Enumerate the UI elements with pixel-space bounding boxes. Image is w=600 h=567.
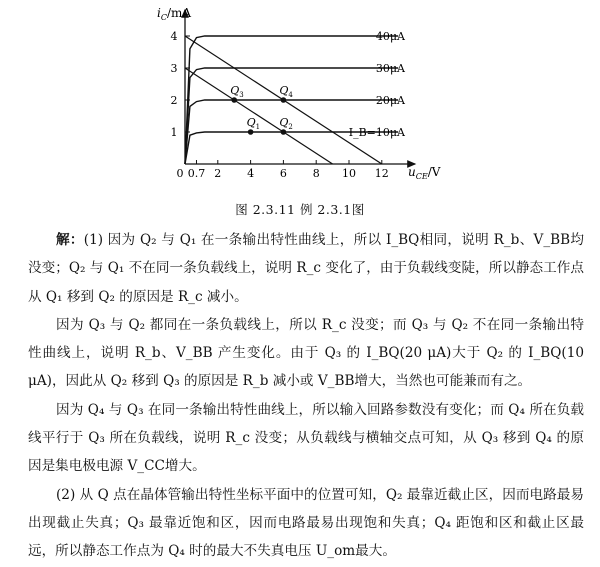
x-axis-label: $u_{CE}/V$ — [408, 165, 441, 181]
y-tick-label: 2 — [170, 94, 178, 107]
figure-caption: 图 2.3.11 例 2.3.1图 — [235, 202, 365, 217]
curve-label: 40μA — [375, 30, 405, 43]
y-axis-label: $i_C/mA$ — [157, 6, 192, 22]
x-tick-label: 0 — [176, 167, 184, 180]
axis-ticks — [171, 30, 389, 180]
x-tick-label: 4 — [247, 167, 255, 180]
output-characteristics-figure — [0, 0, 600, 200]
y-tick-label: 4 — [170, 30, 178, 43]
curve-label: 20μA — [375, 94, 405, 107]
q-point-label: $Q_1$ — [246, 116, 261, 131]
q-point — [231, 97, 237, 103]
paragraph-2: 因为 Q₃ 与 Q₂ 都同在一条负载线上，所以 R_c 没变；而 Q₃ 与 Q₂ 不在同一条输出特性曲线上，说明 R_b、V_BB 产生变化。由于 Q₃ 的 I_BQ(20 μA)大于 Q₂ 的 I_BQ(10 μA)，因此从 Q₂ 移到 Q₃ 的原因是 R_b 减小或 V_BB增大，当然也可能兼而有之。 — [28, 316, 584, 390]
q-point-label: $Q_4$ — [279, 84, 293, 99]
x-tick-label: 8 — [312, 167, 320, 180]
paragraph-1-text: (1) 因为 Q₂ 与 Q₁ 在一条输出特性曲线上，所以 I_BQ相同，说明 R_b、V_BB均没变；Q₂ 与 Q₁ 不在同一条负载线上，说明 R_c 变化了，由于负载线变陡，所以静态工作点从 Q₁ 移到 Q₂ 的原因是 R_c 减小。 — [28, 232, 584, 305]
characteristic-curve — [185, 68, 398, 164]
y-tick-label: 1 — [170, 126, 178, 139]
x-tick-label: 6 — [279, 167, 287, 180]
paragraph-1 — [28, 226, 584, 311]
q-point — [281, 129, 287, 135]
paragraph-4: (2) 从 Q 点在晶体管输出特性坐标平面中的位置可知，Q₂ 最靠近截止区，因而电路最易出现截止失真；Q₃ 最靠近饱和区，因而电路最易出现饱和失真；Q₄ 距饱和区和截止区最远，所以静态工作点为 Q₄ 时的最大不失真电压 U_om最大。 — [28, 486, 584, 560]
x-tick-label: 10 — [342, 167, 356, 180]
characteristic-curves — [185, 30, 406, 164]
output-characteristics-chart — [0, 0, 600, 200]
x-tick-label: 12 — [374, 167, 389, 180]
q-point-label: $Q_3$ — [230, 84, 244, 99]
paragraph-3: 因为 Q₄ 与 Q₃ 在同一条输出特性曲线上，所以输入回路参数没有变化；而 Q₄ 所在负载线平行于 Q₃ 所在负载线，说明 R_c 没变；从负载线与横轴交点可知，从 Q₃ 移到 Q₄ 的原因是集电极电源 V_CC增大。 — [28, 401, 584, 475]
curve-label: 30μA — [375, 62, 405, 75]
curve-label: I_B=10μA — [348, 126, 405, 139]
solution-text — [28, 226, 584, 566]
x-tick-label: 0.7 — [187, 167, 206, 180]
y-tick-label: 3 — [170, 62, 178, 75]
x-tick-label: 2 — [214, 167, 222, 180]
q-point — [248, 129, 254, 135]
q-point — [281, 97, 287, 103]
load-line — [185, 68, 333, 164]
q-point-label: $Q_2$ — [279, 116, 293, 131]
solution-lead: 解： — [56, 232, 84, 248]
q-points — [230, 84, 293, 135]
